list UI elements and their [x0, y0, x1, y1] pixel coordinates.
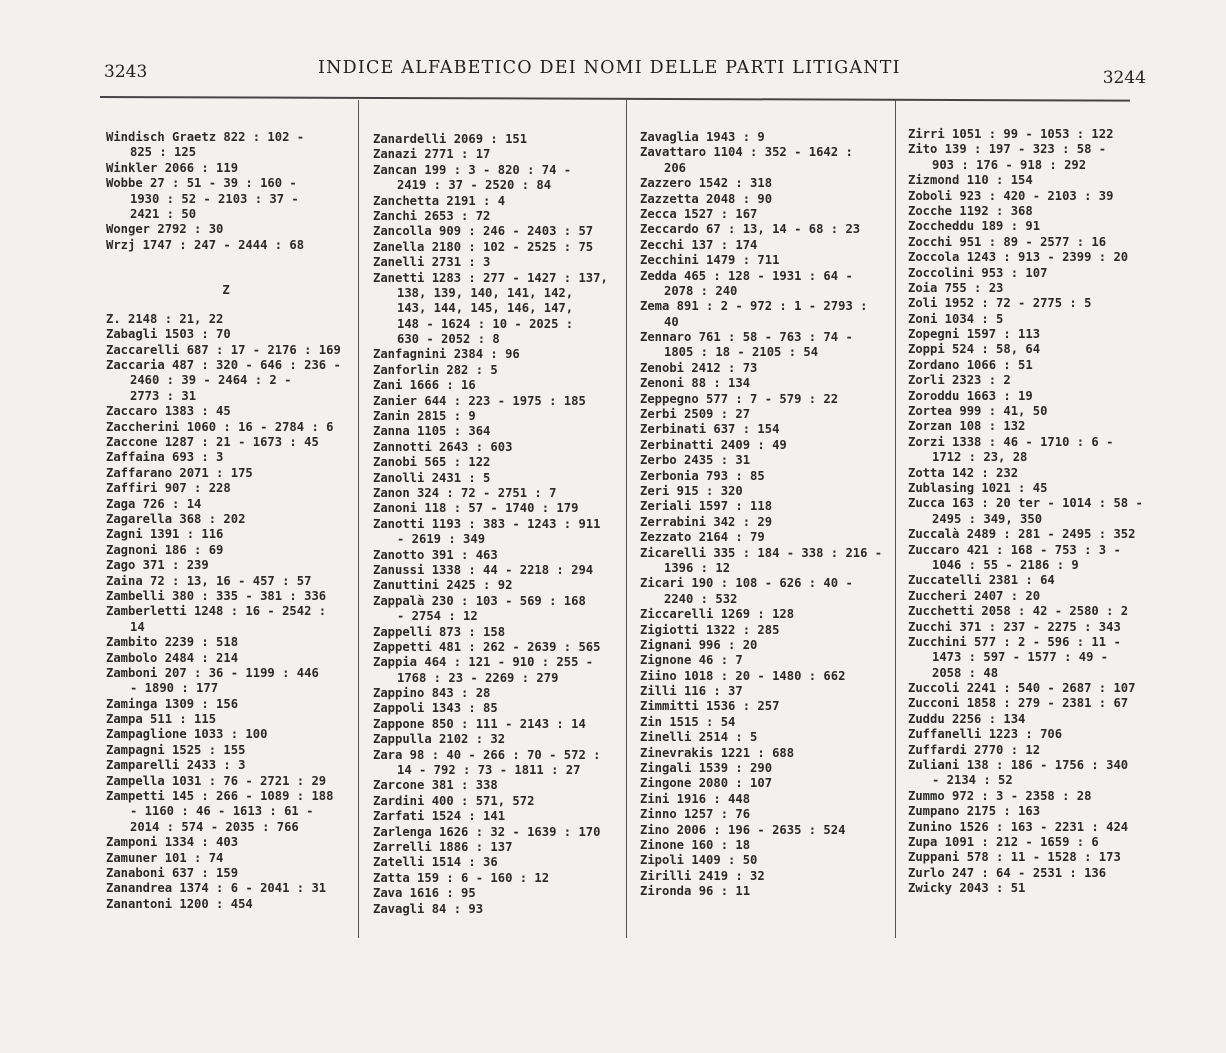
index-entry: Zuddu 2256 : 134	[908, 711, 1026, 726]
index-entry: Zironda 96 : 11	[640, 884, 751, 899]
index-entry: Z. 2148 : 21, 22	[106, 311, 224, 326]
index-entry: Zavagli 84 : 93	[373, 901, 484, 916]
index-entry: Ziino 1018 : 20 - 1480 : 662	[640, 668, 846, 683]
index-entry: Zarlenga 1626 : 32 - 1639 : 170	[373, 824, 601, 839]
index-entry: Zuppani 578 : 11 - 1528 : 173	[908, 850, 1121, 865]
index-entry: Zazzetta 2048 : 90	[640, 191, 773, 206]
index-entry-continuation: - 1890 : 177	[130, 681, 219, 696]
index-entry: Zicari 190 : 108 - 626 : 40 -	[640, 576, 853, 591]
index-entry-continuation: 1396 : 12	[664, 560, 731, 575]
index-entry: Zordano 1066 : 51	[908, 357, 1033, 372]
index-entry: Zopegni 1597 : 113	[908, 327, 1041, 342]
index-entry: Zenobi 2412 : 73	[640, 360, 758, 375]
index-entry: Zanetti 1283 : 277 - 1427 : 137,	[373, 270, 608, 285]
index-entry: Zanon 324 : 72 - 2751 : 7	[373, 485, 557, 500]
index-entry: Zicarelli 335 : 184 - 338 : 216 -	[640, 545, 883, 560]
index-entry: Zucchi 371 : 237 - 2275 : 343	[908, 619, 1121, 634]
spacer	[106, 253, 346, 268]
index-entry: Zoccheddu 189 : 91	[908, 219, 1041, 234]
index-entry: Wrzj 1747 : 247 - 2444 : 68	[106, 237, 305, 252]
index-entry: Zarcone 381 : 338	[373, 778, 498, 793]
index-entry-continuation: - 2619 : 349	[397, 532, 486, 547]
index-entry: Zappetti 481 : 262 - 2639 : 565	[373, 639, 601, 654]
index-entry: Zanella 2180 : 102 - 2525 : 75	[373, 239, 594, 254]
index-entry: Zaccherini 1060 : 16 - 2784 : 6	[106, 419, 334, 434]
index-entry-continuation: 2773 : 31	[130, 388, 197, 403]
header-rule	[100, 96, 1130, 101]
index-entry: Zocchi 951 : 89 - 2577 : 16	[908, 234, 1107, 249]
index-entry: Zinno 1257 : 76	[640, 807, 751, 822]
index-entry-continuation: 1768 : 23 - 2269 : 279	[397, 670, 559, 685]
index-entry-continuation: 1712 : 23, 28	[932, 450, 1028, 465]
index-entry-continuation: 143, 144, 145, 146, 147,	[397, 301, 574, 316]
index-entry: Zirri 1051 : 99 - 1053 : 122	[908, 127, 1114, 141]
index-entry: Zanelli 2731 : 3	[373, 255, 491, 270]
index-entry: Zuliani 138 : 186 - 1756 : 340	[908, 758, 1129, 773]
index-entry: Zuccalà 2489 : 281 - 2495 : 352	[908, 527, 1136, 542]
index-entry: Zanussi 1338 : 44 - 2218 : 294	[373, 562, 594, 577]
index-entry: Zagnoni 186 : 69	[106, 542, 224, 557]
index-entry: Zanfagnini 2384 : 96	[373, 347, 520, 362]
index-entry: Zoccola 1243 : 913 - 2399 : 20	[908, 250, 1129, 265]
index-entry: Windisch Graetz 822 : 102 -	[106, 130, 305, 144]
index-entry: Zanforlin 282 : 5	[373, 362, 498, 377]
index-column-4	[908, 127, 1143, 897]
index-entry: Zappulla 2102 : 32	[373, 732, 506, 747]
index-entry: Zurlo 247 : 64 - 2531 : 136	[908, 865, 1107, 880]
index-column-3	[640, 130, 882, 900]
index-column-1	[106, 130, 346, 912]
index-entry: Zinevrakis 1221 : 688	[640, 745, 795, 760]
index-entry: Zuffanelli 1223 : 706	[908, 727, 1063, 742]
index-entry-continuation: 138, 139, 140, 141, 142,	[397, 285, 574, 300]
index-entry: Zampa 511 : 115	[106, 712, 217, 727]
index-entry: Zignani 996 : 20	[640, 637, 758, 652]
index-entry: Zinone 160 : 18	[640, 837, 751, 852]
index-entry: Zava 1616 : 95	[373, 886, 476, 901]
index-entry-continuation: 903 : 176 - 918 : 292	[932, 157, 1087, 172]
index-entry: Zappoli 1343 : 85	[373, 701, 498, 716]
index-entry: Zerbonia 793 : 85	[640, 468, 765, 483]
index-entry-continuation: 2460 : 39 - 2464 : 2 -	[130, 373, 292, 388]
index-entry: Zoia 755 : 23	[908, 280, 1004, 295]
index-entry-continuation: 148 - 1624 : 10 - 2025 :	[397, 316, 574, 331]
index-entry: Zaga 726 : 14	[106, 496, 202, 511]
index-entry: Zorzi 1338 : 46 - 1710 : 6 -	[908, 434, 1114, 449]
index-entry: Zanotto 391 : 463	[373, 547, 498, 562]
index-entry-continuation: - 1160 : 46 - 1613 : 61 -	[130, 804, 314, 819]
index-entry: Zanchi 2653 : 72	[373, 208, 491, 223]
index-entry: Zancan 199 : 3 - 820 : 74 -	[373, 162, 572, 177]
index-entry: Zappalà 230 : 103 - 569 : 168	[373, 593, 586, 608]
index-entry: Zocche 1192 : 368	[908, 203, 1033, 218]
page-header	[100, 58, 1146, 92]
index-entry: Zamboni 207 : 36 - 1199 : 446	[106, 665, 319, 680]
index-entry: Zardini 400 : 571, 572	[373, 793, 535, 808]
index-entry: Zampagni 1525 : 155	[106, 742, 246, 757]
index-entry: Zanchetta 2191 : 4	[373, 193, 506, 208]
index-entry: Zagni 1391 : 116	[106, 527, 224, 542]
index-entry: Zaccone 1287 : 21 - 1673 : 45	[106, 435, 319, 450]
index-entry: Zazzero 1542 : 318	[640, 176, 773, 191]
index-entry: Zimmitti 1536 : 257	[640, 699, 780, 714]
index-entry: Zaina 72 : 13, 16 - 457 : 57	[106, 573, 312, 588]
index-entry: Zaminga 1309 : 156	[106, 696, 239, 711]
index-entry: Zucconi 1858 : 279 - 2381 : 67	[908, 696, 1129, 711]
index-entry-continuation: 2421 : 50	[130, 206, 197, 221]
index-entry: Zin 1515 : 54	[640, 714, 736, 729]
index-entry-continuation: 1473 : 597 - 1577 : 49 -	[932, 650, 1109, 665]
index-entry: Zaffiri 907 : 228	[106, 481, 231, 496]
index-entry: Zarrelli 1886 : 137	[373, 839, 513, 854]
index-entry: Winkler 2066 : 119	[106, 160, 239, 175]
index-entry-continuation: 1805 : 18 - 2105 : 54	[664, 345, 819, 360]
index-entry: Zwicky 2043 : 51	[908, 881, 1026, 896]
index-entry: Zuccoli 2241 : 540 - 2687 : 107	[908, 681, 1136, 696]
index-entry: Zortea 999 : 41, 50	[908, 404, 1048, 419]
index-entry-continuation: - 2134 : 52	[932, 773, 1013, 788]
index-entry: Zannotti 2643 : 603	[373, 439, 513, 454]
index-entry: Zamponi 1334 : 403	[106, 835, 239, 850]
section-letter: Z	[222, 282, 230, 297]
left-page-number: 3243	[104, 62, 148, 82]
index-entry: Zeccardo 67 : 13, 14 - 68 : 23	[640, 222, 861, 237]
column-divider	[895, 100, 896, 938]
index-entry: Zoroddu 1663 : 19	[908, 388, 1033, 403]
index-entry: Zamuner 101 : 74	[106, 850, 224, 865]
index-entry: Zerbi 2509 : 27	[640, 407, 751, 422]
index-entry: Zumpano 2175 : 163	[908, 804, 1041, 819]
index-entry: Zoppi 524 : 58, 64	[908, 342, 1041, 357]
index-entry: Zatelli 1514 : 36	[373, 855, 498, 870]
index-entry-continuation: 206	[664, 160, 687, 175]
index-entry: Zecchini 1479 : 711	[640, 253, 780, 268]
index-column-2	[373, 132, 608, 917]
index-entry: Zingali 1539 : 290	[640, 761, 773, 776]
right-page-number: 3244	[1102, 68, 1146, 88]
index-entry-continuation: 1046 : 55 - 2186 : 9	[932, 557, 1079, 572]
index-entry-continuation: 1930 : 52 - 2103 : 37 -	[130, 191, 299, 206]
index-entry: Zingone 2080 : 107	[640, 776, 773, 791]
index-entry: Wonger 2792 : 30	[106, 222, 224, 237]
index-entry: Zavattaro 1104 : 352 - 1642 :	[640, 145, 853, 160]
index-entry-continuation: 825 : 125	[130, 145, 197, 160]
index-entry: Zambito 2239 : 518	[106, 635, 239, 650]
index-entry: Zerbinatti 2409 : 49	[640, 437, 787, 452]
index-entry: Zoboli 923 : 420 - 2103 : 39	[908, 188, 1114, 203]
index-entry: Zipoli 1409 : 50	[640, 853, 758, 868]
index-entry: Zaffarano 2071 : 175	[106, 465, 253, 480]
index-entry: Zoni 1034 : 5	[908, 311, 1004, 326]
index-entry: Zanin 2815 : 9	[373, 409, 476, 424]
index-entry: Zanaboni 637 : 159	[106, 865, 239, 880]
index-entry: Zublasing 1021 : 45	[908, 480, 1048, 495]
index-entry: Zorli 2323 : 2	[908, 373, 1011, 388]
index-entry: Zennaro 761 : 58 - 763 : 74 -	[640, 330, 853, 345]
index-entry: Zavaglia 1943 : 9	[640, 130, 765, 144]
index-entry: Zanazi 2771 : 17	[373, 147, 491, 162]
index-entry: Zeriali 1597 : 118	[640, 499, 773, 514]
index-entry: Zizmond 110 : 154	[908, 173, 1033, 188]
index-entry: Zanandrea 1374 : 6 - 2041 : 31	[106, 881, 327, 896]
index-entry: Zunino 1526 : 163 - 2231 : 424	[908, 819, 1129, 834]
index-entry: Zuccatelli 2381 : 64	[908, 573, 1055, 588]
index-entry: Zago 371 : 239	[106, 558, 209, 573]
index-entry: Zoli 1952 : 72 - 2775 : 5	[908, 296, 1092, 311]
index-entry: Zambelli 380 : 335 - 381 : 336	[106, 588, 327, 603]
index-entry: Zampella 1031 : 76 - 2721 : 29	[106, 773, 327, 788]
index-entry-continuation: 14 - 792 : 73 - 1811 : 27	[397, 763, 581, 778]
index-entry: Zito 139 : 197 - 323 : 58 -	[908, 142, 1107, 157]
index-entry: Zecchi 137 : 174	[640, 237, 758, 252]
index-entry: Zambolo 2484 : 214	[106, 650, 239, 665]
index-entry: Zeri 915 : 320	[640, 483, 743, 498]
index-entry: Zoccolini 953 : 107	[908, 265, 1048, 280]
index-entry: Zini 1916 : 448	[640, 791, 751, 806]
index-entry: Zancolla 909 : 246 - 2403 : 57	[373, 224, 594, 239]
index-entry: Zanoni 118 : 57 - 1740 : 179	[373, 501, 579, 516]
index-entry: Zedda 465 : 128 - 1931 : 64 -	[640, 268, 853, 283]
column-divider	[358, 100, 359, 938]
index-entry: Zanotti 1193 : 383 - 1243 : 911	[373, 516, 601, 531]
index-entry: Zanantoni 1200 : 454	[106, 896, 253, 911]
index-entry: Zorzan 108 : 132	[908, 419, 1026, 434]
index-entry: Zanuttini 2425 : 92	[373, 578, 513, 593]
index-entry-continuation: 2240 : 532	[664, 591, 738, 606]
index-entry: Zampaglione 1033 : 100	[106, 727, 268, 742]
index-entry: Zani 1666 : 16	[373, 378, 476, 393]
index-entry-continuation: 630 - 2052 : 8	[397, 332, 500, 347]
index-entry: Zappone 850 : 111 - 2143 : 14	[373, 716, 586, 731]
index-entry: Zanolli 2431 : 5	[373, 470, 491, 485]
index-entry: Zummo 972 : 3 - 2358 : 28	[908, 788, 1092, 803]
index-entry: Zenoni 88 : 134	[640, 376, 751, 391]
index-entry: Zeppegno 577 : 7 - 579 : 22	[640, 391, 839, 406]
index-entry: Zotta 142 : 232	[908, 465, 1019, 480]
index-entry: Zupa 1091 : 212 - 1659 : 6	[908, 834, 1099, 849]
index-entry: Zanobi 565 : 122	[373, 455, 491, 470]
index-entry: Wobbe 27 : 51 - 39 : 160 -	[106, 176, 297, 191]
index-entry: Zuccaro 421 : 168 - 753 : 3 -	[908, 542, 1121, 557]
index-entry: Zappia 464 : 121 - 910 : 255 -	[373, 655, 594, 670]
index-entry-continuation: 14	[130, 619, 145, 634]
index-entry-continuation: 2495 : 349, 350	[932, 511, 1043, 526]
index-entry: Zucchini 577 : 2 - 596 : 11 -	[908, 634, 1121, 649]
index-entry: Zabagli 1503 : 70	[106, 327, 231, 342]
index-entry: Zamberletti 1248 : 16 - 2542 :	[106, 604, 327, 619]
index-entry: Zaccarelli 687 : 17 - 2176 : 169	[106, 342, 341, 357]
index-entry: Zignone 46 : 7	[640, 653, 743, 668]
index-entry: Zinelli 2514 : 5	[640, 730, 758, 745]
index-entry-continuation: 2419 : 37 - 2520 : 84	[397, 178, 552, 193]
index-entry: Zappino 843 : 28	[373, 686, 491, 701]
index-entry: Zaccaro 1383 : 45	[106, 404, 231, 419]
index-entry: Zuccheri 2407 : 20	[908, 588, 1041, 603]
index-entry: Zara 98 : 40 - 266 : 70 - 572 :	[373, 747, 601, 762]
index-entry-continuation: 40	[664, 314, 679, 329]
index-entry: Zucca 163 : 20 ter - 1014 : 58 -	[908, 496, 1143, 511]
index-entry: Zarfati 1524 : 141	[373, 809, 506, 824]
index-entry: Zilli 116 : 37	[640, 684, 743, 699]
index-entry: Zucchetti 2058 : 42 - 2580 : 2	[908, 604, 1129, 619]
index-entry: Zerrabini 342 : 29	[640, 514, 773, 529]
index-entry: Zanardelli 2069 : 151	[373, 132, 528, 146]
index-entry: Zappelli 873 : 158	[373, 624, 506, 639]
column-divider	[626, 100, 627, 938]
index-entry: Zaffaina 693 : 3	[106, 450, 224, 465]
index-entry-continuation: - 2754 : 12	[397, 609, 478, 624]
index-entry: Ziccarelli 1269 : 128	[640, 607, 795, 622]
index-entry: Zampetti 145 : 266 - 1089 : 188	[106, 789, 334, 804]
index-entry: Zatta 159 : 6 - 160 : 12	[373, 870, 550, 885]
index-entry: Zino 2006 : 196 - 2635 : 524	[640, 822, 846, 837]
index-entry: Zagarella 368 : 202	[106, 512, 246, 526]
index-entry: Zecca 1527 : 167	[640, 206, 758, 221]
index-entry: Zezzato 2164 : 79	[640, 530, 765, 545]
index-entry: Zuffardi 2770 : 12	[908, 742, 1041, 757]
index-entry: Zamparelli 2433 : 3	[106, 758, 246, 773]
index-entry: Zanna 1105 : 364	[373, 424, 491, 439]
index-entry-continuation: 2014 : 574 - 2035 : 766	[130, 819, 299, 834]
index-entry: Zerbo 2435 : 31	[640, 453, 751, 468]
page-title: INDICE ALFABETICO DEI NOMI DELLE PARTI LITIGANTI	[318, 58, 901, 78]
index-entry: Zanier 644 : 223 - 1975 : 185	[373, 393, 586, 408]
index-entry-continuation: 2078 : 240	[664, 283, 738, 298]
index-entry: Zaccaria 487 : 320 - 646 : 236 -	[106, 358, 341, 373]
index-entry-continuation: 2058 : 48	[932, 665, 999, 680]
index-entry: Zerbinati 637 : 154	[640, 422, 780, 437]
index-entry: Zirilli 2419 : 32	[640, 868, 765, 883]
index-entry: Zema 891 : 2 - 972 : 1 - 2793 :	[640, 299, 868, 314]
index-entry: Zigiotti 1322 : 285	[640, 622, 780, 637]
